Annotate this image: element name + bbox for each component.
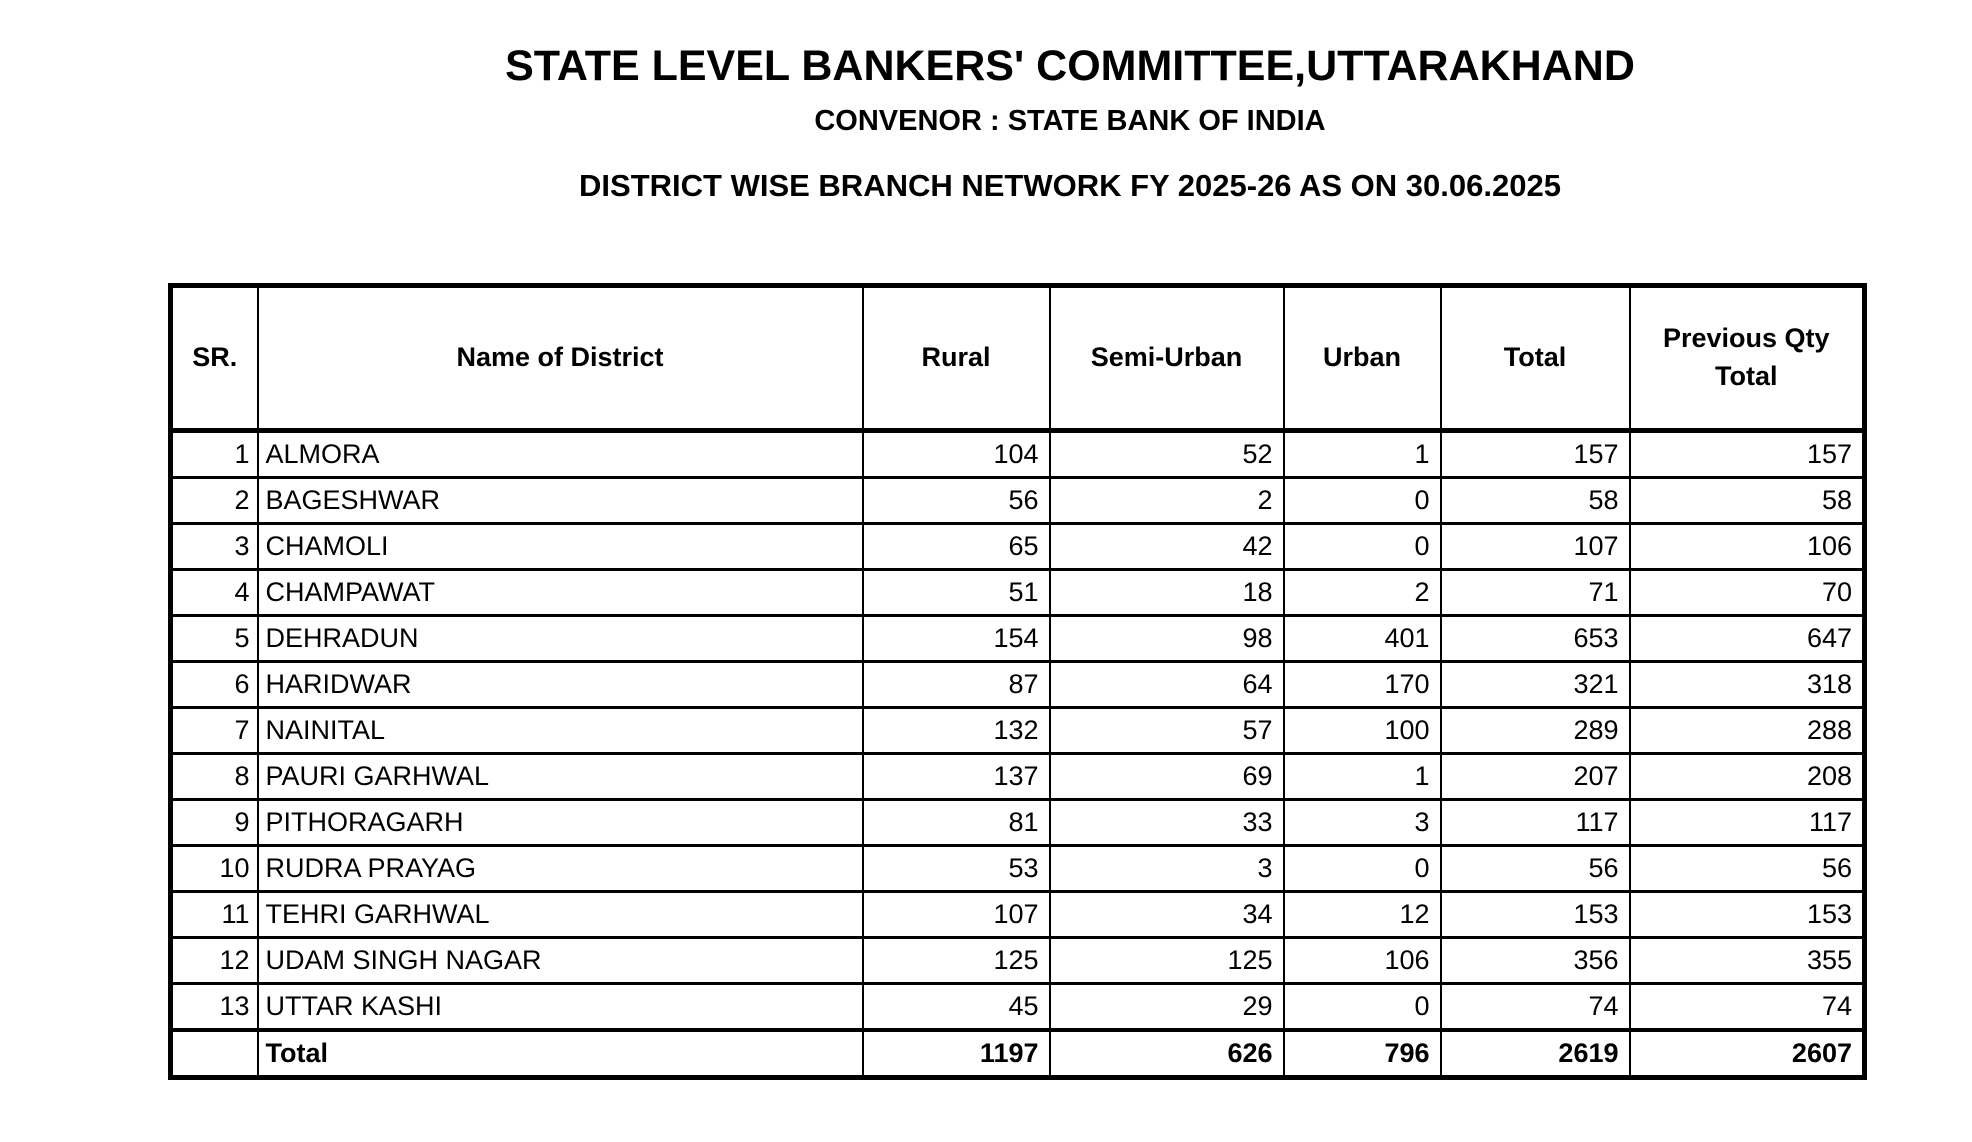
urban-cell: 170 — [1284, 662, 1441, 708]
total-cell: 107 — [1441, 524, 1630, 570]
previous-qty-cell: 318 — [1630, 662, 1865, 708]
total-cell: 289 — [1441, 708, 1630, 754]
urban-cell: 1 — [1284, 431, 1441, 478]
rural-cell: 51 — [863, 570, 1050, 616]
col-header-previous-qty: Previous Qty Total — [1630, 286, 1865, 431]
rural-cell: 154 — [863, 616, 1050, 662]
district-cell: ALMORA — [258, 431, 863, 478]
total-cell: 56 — [1441, 846, 1630, 892]
district-cell: CHAMOLI — [258, 524, 863, 570]
previous-qty-cell: 74 — [1630, 984, 1865, 1031]
previous-qty-cell: 208 — [1630, 754, 1865, 800]
total-cell: 157 — [1441, 431, 1630, 478]
urban-cell: 0 — [1284, 984, 1441, 1031]
total-total-cell: 2619 — [1441, 1030, 1630, 1078]
rural-cell: 81 — [863, 800, 1050, 846]
district-cell: PITHORAGARH — [258, 800, 863, 846]
table-row — [171, 708, 1865, 754]
previous-qty-cell: 56 — [1630, 846, 1865, 892]
urban-cell: 3 — [1284, 800, 1441, 846]
total-cell: 356 — [1441, 938, 1630, 984]
total-cell: 74 — [1441, 984, 1630, 1031]
previous-qty-cell: 117 — [1630, 800, 1865, 846]
district-cell: CHAMPAWAT — [258, 570, 863, 616]
semi-urban-cell: 52 — [1050, 431, 1284, 478]
semi-urban-cell: 3 — [1050, 846, 1284, 892]
urban-cell: 2 — [1284, 570, 1441, 616]
sr-cell: 12 — [171, 938, 258, 984]
total-previous-qty-cell: 2607 — [1630, 1030, 1865, 1078]
semi-urban-cell: 64 — [1050, 662, 1284, 708]
district-cell: UTTAR KASHI — [258, 984, 863, 1031]
table-row — [171, 524, 1865, 570]
table-row — [171, 478, 1865, 524]
sr-cell: 7 — [171, 708, 258, 754]
total-cell: 58 — [1441, 478, 1630, 524]
sr-cell: 9 — [171, 800, 258, 846]
table-header-row — [171, 286, 1865, 431]
table-row — [171, 892, 1865, 938]
urban-cell: 12 — [1284, 892, 1441, 938]
total-sr-cell — [171, 1030, 258, 1078]
urban-cell: 1 — [1284, 754, 1441, 800]
sr-cell: 5 — [171, 616, 258, 662]
table-row — [171, 754, 1865, 800]
col-header-urban: Urban — [1284, 286, 1441, 431]
district-cell: HARIDWAR — [258, 662, 863, 708]
rural-cell: 132 — [863, 708, 1050, 754]
semi-urban-cell: 29 — [1050, 984, 1284, 1031]
semi-urban-cell: 42 — [1050, 524, 1284, 570]
district-cell: NAINITAL — [258, 708, 863, 754]
district-cell: TEHRI GARHWAL — [258, 892, 863, 938]
total-cell: 207 — [1441, 754, 1630, 800]
sr-cell: 4 — [171, 570, 258, 616]
semi-urban-cell: 57 — [1050, 708, 1284, 754]
urban-cell: 0 — [1284, 478, 1441, 524]
sr-cell: 13 — [171, 984, 258, 1031]
urban-cell: 401 — [1284, 616, 1441, 662]
total-rural-cell: 1197 — [863, 1030, 1050, 1078]
table-row — [171, 938, 1865, 984]
col-header-sr: SR. — [171, 286, 258, 431]
total-cell: 153 — [1441, 892, 1630, 938]
sr-cell: 10 — [171, 846, 258, 892]
col-header-semi-urban: Semi-Urban — [1050, 286, 1284, 431]
semi-urban-cell: 33 — [1050, 800, 1284, 846]
district-cell: RUDRA PRAYAG — [258, 846, 863, 892]
page-title: STATE LEVEL BANKERS' COMMITTEE,UTTARAKHAND — [505, 42, 1635, 90]
branch-network-table — [168, 283, 1867, 1080]
table-row — [171, 846, 1865, 892]
rural-cell: 104 — [863, 431, 1050, 478]
previous-qty-cell: 58 — [1630, 478, 1865, 524]
report-title: DISTRICT WISE BRANCH NETWORK FY 2025-26 AS ON 30.06.2025 — [579, 168, 1561, 203]
total-label-cell: Total — [258, 1030, 863, 1078]
district-cell: BAGESHWAR — [258, 478, 863, 524]
rural-cell: 137 — [863, 754, 1050, 800]
previous-qty-cell: 106 — [1630, 524, 1865, 570]
sr-cell: 8 — [171, 754, 258, 800]
convenor-subtitle: CONVENOR : STATE BANK OF INDIA — [814, 105, 1326, 137]
total-urban-cell: 796 — [1284, 1030, 1441, 1078]
semi-urban-cell: 98 — [1050, 616, 1284, 662]
total-semi-urban-cell: 626 — [1050, 1030, 1284, 1078]
sr-cell: 2 — [171, 478, 258, 524]
table-row — [171, 662, 1865, 708]
urban-cell: 100 — [1284, 708, 1441, 754]
district-cell: DEHRADUN — [258, 616, 863, 662]
sr-cell: 3 — [171, 524, 258, 570]
total-cell: 321 — [1441, 662, 1630, 708]
semi-urban-cell: 69 — [1050, 754, 1284, 800]
table-row — [171, 616, 1865, 662]
previous-qty-cell: 70 — [1630, 570, 1865, 616]
semi-urban-cell: 34 — [1050, 892, 1284, 938]
total-cell: 71 — [1441, 570, 1630, 616]
urban-cell: 0 — [1284, 846, 1441, 892]
rural-cell: 125 — [863, 938, 1050, 984]
urban-cell: 0 — [1284, 524, 1441, 570]
urban-cell: 106 — [1284, 938, 1441, 984]
table-row — [171, 800, 1865, 846]
district-cell: UDAM SINGH NAGAR — [258, 938, 863, 984]
col-header-rural: Rural — [863, 286, 1050, 431]
semi-urban-cell: 2 — [1050, 478, 1284, 524]
district-cell: PAURI GARHWAL — [258, 754, 863, 800]
table-row — [171, 431, 1865, 478]
total-cell: 653 — [1441, 616, 1630, 662]
rural-cell: 53 — [863, 846, 1050, 892]
previous-qty-cell: 288 — [1630, 708, 1865, 754]
previous-qty-cell: 647 — [1630, 616, 1865, 662]
rural-cell: 65 — [863, 524, 1050, 570]
rural-cell: 45 — [863, 984, 1050, 1031]
sr-cell: 11 — [171, 892, 258, 938]
rural-cell: 87 — [863, 662, 1050, 708]
total-cell: 117 — [1441, 800, 1630, 846]
rural-cell: 107 — [863, 892, 1050, 938]
col-header-total: Total — [1441, 286, 1630, 431]
previous-qty-cell: 153 — [1630, 892, 1865, 938]
sr-cell: 6 — [171, 662, 258, 708]
table-row — [171, 570, 1865, 616]
semi-urban-cell: 125 — [1050, 938, 1284, 984]
previous-qty-cell: 355 — [1630, 938, 1865, 984]
total-row — [171, 1030, 1865, 1078]
rural-cell: 56 — [863, 478, 1050, 524]
col-header-district: Name of District — [258, 286, 863, 431]
previous-qty-cell: 157 — [1630, 431, 1865, 478]
table-row — [171, 984, 1865, 1031]
sr-cell: 1 — [171, 431, 258, 478]
semi-urban-cell: 18 — [1050, 570, 1284, 616]
document-headings — [168, 0, 1972, 204]
